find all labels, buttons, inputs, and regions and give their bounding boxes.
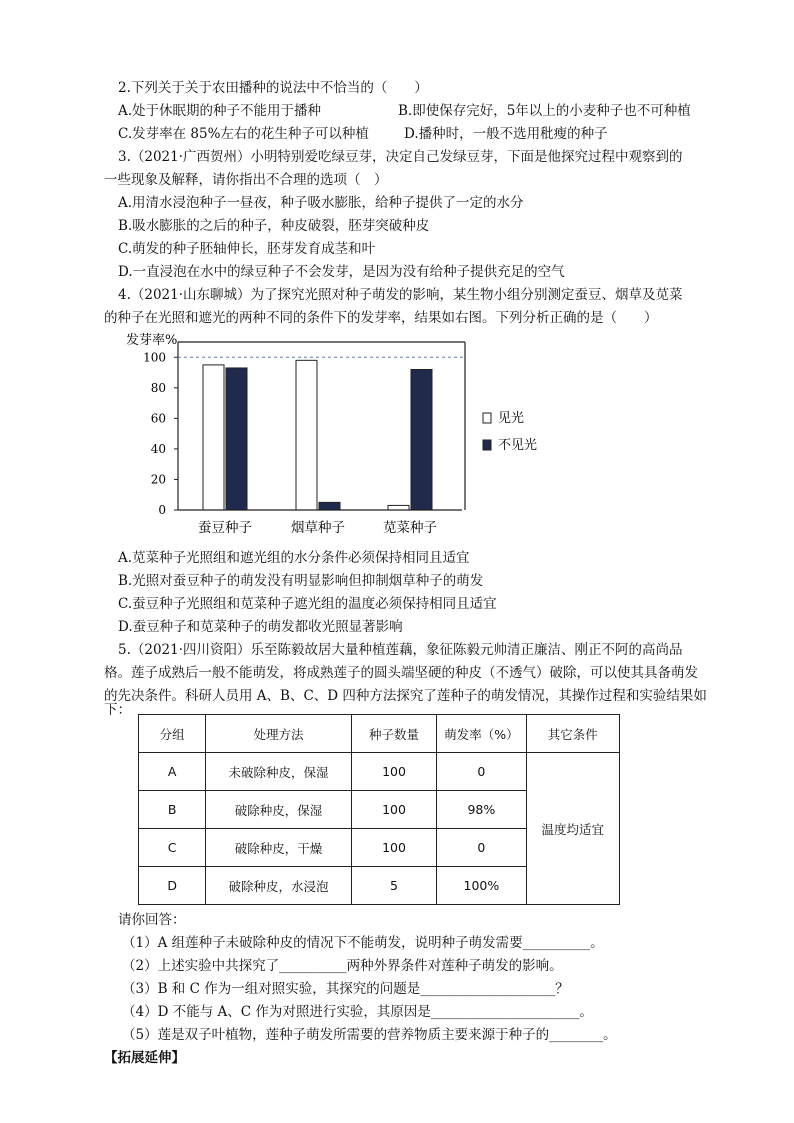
q2-stem: 2.下列关于关于农田播种的说法中不恰当的（ ） — [118, 80, 428, 96]
germination-rate-chart — [110, 328, 570, 543]
sub-question-1: （1）A 组莲种子未破除种皮的情况下不能萌发，说明种子萌发需要__________。 — [122, 935, 604, 951]
answer-intro: 请你回答： — [118, 912, 186, 928]
sub-question-4: （4）D 不能与 A、C 作为对照进行实验，其原因是______________________。 — [122, 1004, 593, 1020]
q4-option-a: A.苋菜种子光照组和遮光组的水分条件必须保持相同且适宜 — [118, 550, 470, 566]
y-tick-label: 80 — [150, 380, 166, 395]
table-header-row — [139, 715, 620, 753]
q3-option-a: A.用清水浸泡种子一昼夜，种子吸水膨胀，给种子提供了一定的水分 — [118, 195, 524, 211]
table-header-cell: 种子数量 — [351, 715, 436, 753]
q5-stem-line2: 格。莲子成熟后一般不能萌发，将成熟莲子的圆头端坚硬的种皮（不透气）破除，可以使其具备萌发 — [104, 665, 698, 681]
legend-swatch — [483, 440, 491, 450]
x-tick-label: 蚕豆种子 — [198, 520, 252, 536]
x-tick-label: 苋菜种子 — [383, 520, 437, 536]
bar-见光-蚕豆种子 — [203, 365, 224, 510]
q2-option-a: A.处于休眠期的种子不能用于播种 — [118, 103, 322, 119]
sub-question-5: （5）莲是双子叶植物，莲种子萌发所需要的营养物质主要来源于种子的________。 — [122, 1027, 617, 1043]
table-cell: 5 — [351, 867, 436, 905]
legend-swatch — [483, 413, 491, 423]
q3-option-c: C.萌发的种子胚轴伸长，胚芽发育成茎和叶 — [118, 241, 376, 257]
y-tick-label: 60 — [150, 411, 166, 426]
table-cell: 100 — [351, 791, 436, 829]
q3-stem-line2: 一些现象及解释，请你指出不合理的选项（ ） — [104, 172, 388, 188]
section-heading: 【拓展延伸】 — [104, 1050, 185, 1066]
x-tick-label: 烟草种子 — [291, 520, 345, 536]
table-header-cell: 萌发率（%） — [437, 715, 526, 753]
table-cell: B — [139, 791, 206, 829]
q5-stem-line4-text: 下： — [104, 702, 131, 718]
y-tick-label: 0 — [158, 503, 166, 517]
q3-stem-line1: 3.（2021·广西贺州）小明特别爱吃绿豆芽，决定自己发绿豆芽，下面是他探究过程中观察到的 — [118, 149, 683, 165]
experiment-table — [138, 714, 620, 905]
q4-stem-line1: 4.（2021·山东聊城）为了探究光照对种子萌发的影响，某生物小组分别测定蚕豆、烟草及苋菜 — [118, 287, 683, 303]
table-cell: 98% — [437, 791, 526, 829]
table-header-cell: 其它条件 — [526, 715, 619, 753]
q4-option-b: B.光照对蚕豆种子的萌发没有明显影响但抑制烟草种子的萌发 — [118, 573, 484, 589]
sub-question-2: （2）上述实验中共探究了__________两种外界条件对莲种子萌发的影响。 — [122, 958, 563, 974]
table-cell: C — [139, 829, 206, 867]
sub-question-3: （3）B 和 C 作为一组对照实验，其探究的问题是____________________？ — [122, 981, 569, 997]
table-cell: 100% — [437, 867, 526, 905]
q4-option-d: D.蚕豆种子和苋菜种子的萌发都收光照显著影响 — [118, 619, 403, 635]
table-cell: 0 — [437, 829, 526, 867]
table-cell: 100 — [351, 753, 436, 791]
q4-stem-line2: 的种子在光照和遮光的两种不同的条件下的发芽率，结果如右图。下列分析正确的是（ ） — [104, 310, 658, 326]
table-cell: 未破除种皮，保湿 — [206, 753, 352, 791]
table-row — [139, 753, 620, 791]
q4-option-c: C.蚕豆种子光照组和苋菜种子遮光组的温度必须保持相同且适宜 — [118, 596, 497, 612]
q2-option-c: C.发芽率在 85%左右的花生种子可以种植 — [118, 126, 369, 142]
y-tick-label: 100 — [143, 350, 166, 365]
table-cell: D — [139, 867, 206, 905]
q3-option-d: D.一直浸泡在水中的绿豆种子不会发芽，是因为没有给种子提供充足的空气 — [118, 264, 565, 280]
table-header-cell: 处理方法 — [206, 715, 352, 753]
table-merged-cell: 温度均适宜 — [526, 753, 619, 905]
legend-label: 不见光 — [498, 438, 538, 453]
chart-ylabel: 发芽率% — [126, 333, 178, 348]
table-header-cell: 分组 — [139, 715, 206, 753]
q2-option-d: D.播种时，一般不选用秕瘦的种子 — [404, 126, 608, 142]
bar-见光-烟草种子 — [296, 360, 317, 510]
table-cell: 0 — [437, 753, 526, 791]
q2-option-b: B.即使保存完好，5年以上的小麦种子也不可种植 — [398, 103, 691, 119]
table-cell: 破除种皮，保湿 — [206, 791, 352, 829]
bar-不见光-烟草种子 — [319, 502, 340, 510]
bar-不见光-苋菜种子 — [411, 369, 432, 510]
table-cell: A — [139, 753, 206, 791]
y-tick-label: 20 — [150, 472, 166, 487]
bar-不见光-蚕豆种子 — [226, 368, 247, 510]
table-cell: 100 — [351, 829, 436, 867]
q5-stem-line1: 5.（2021·四川资阳）乐至陈毅故居大量种植莲藕，象征陈毅元帅清正廉洁、刚正不阿的高尚品 — [118, 642, 683, 658]
table-cell: 破除种皮，水浸泡 — [206, 867, 352, 905]
q3-option-b: B.吸水膨胀的之后的种子，种皮破裂，胚芽突破种皮 — [118, 218, 430, 234]
y-tick-label: 40 — [150, 441, 166, 456]
legend-label: 见光 — [498, 411, 525, 426]
table-cell: 破除种皮，干燥 — [206, 829, 352, 867]
bar-见光-苋菜种子 — [388, 505, 409, 510]
q5-stem-line3: 的先决条件。科研人员用 A、B、C、D 四种方法探究了莲种子的萌发情况，其操作过程和实验结果如 — [104, 688, 707, 704]
